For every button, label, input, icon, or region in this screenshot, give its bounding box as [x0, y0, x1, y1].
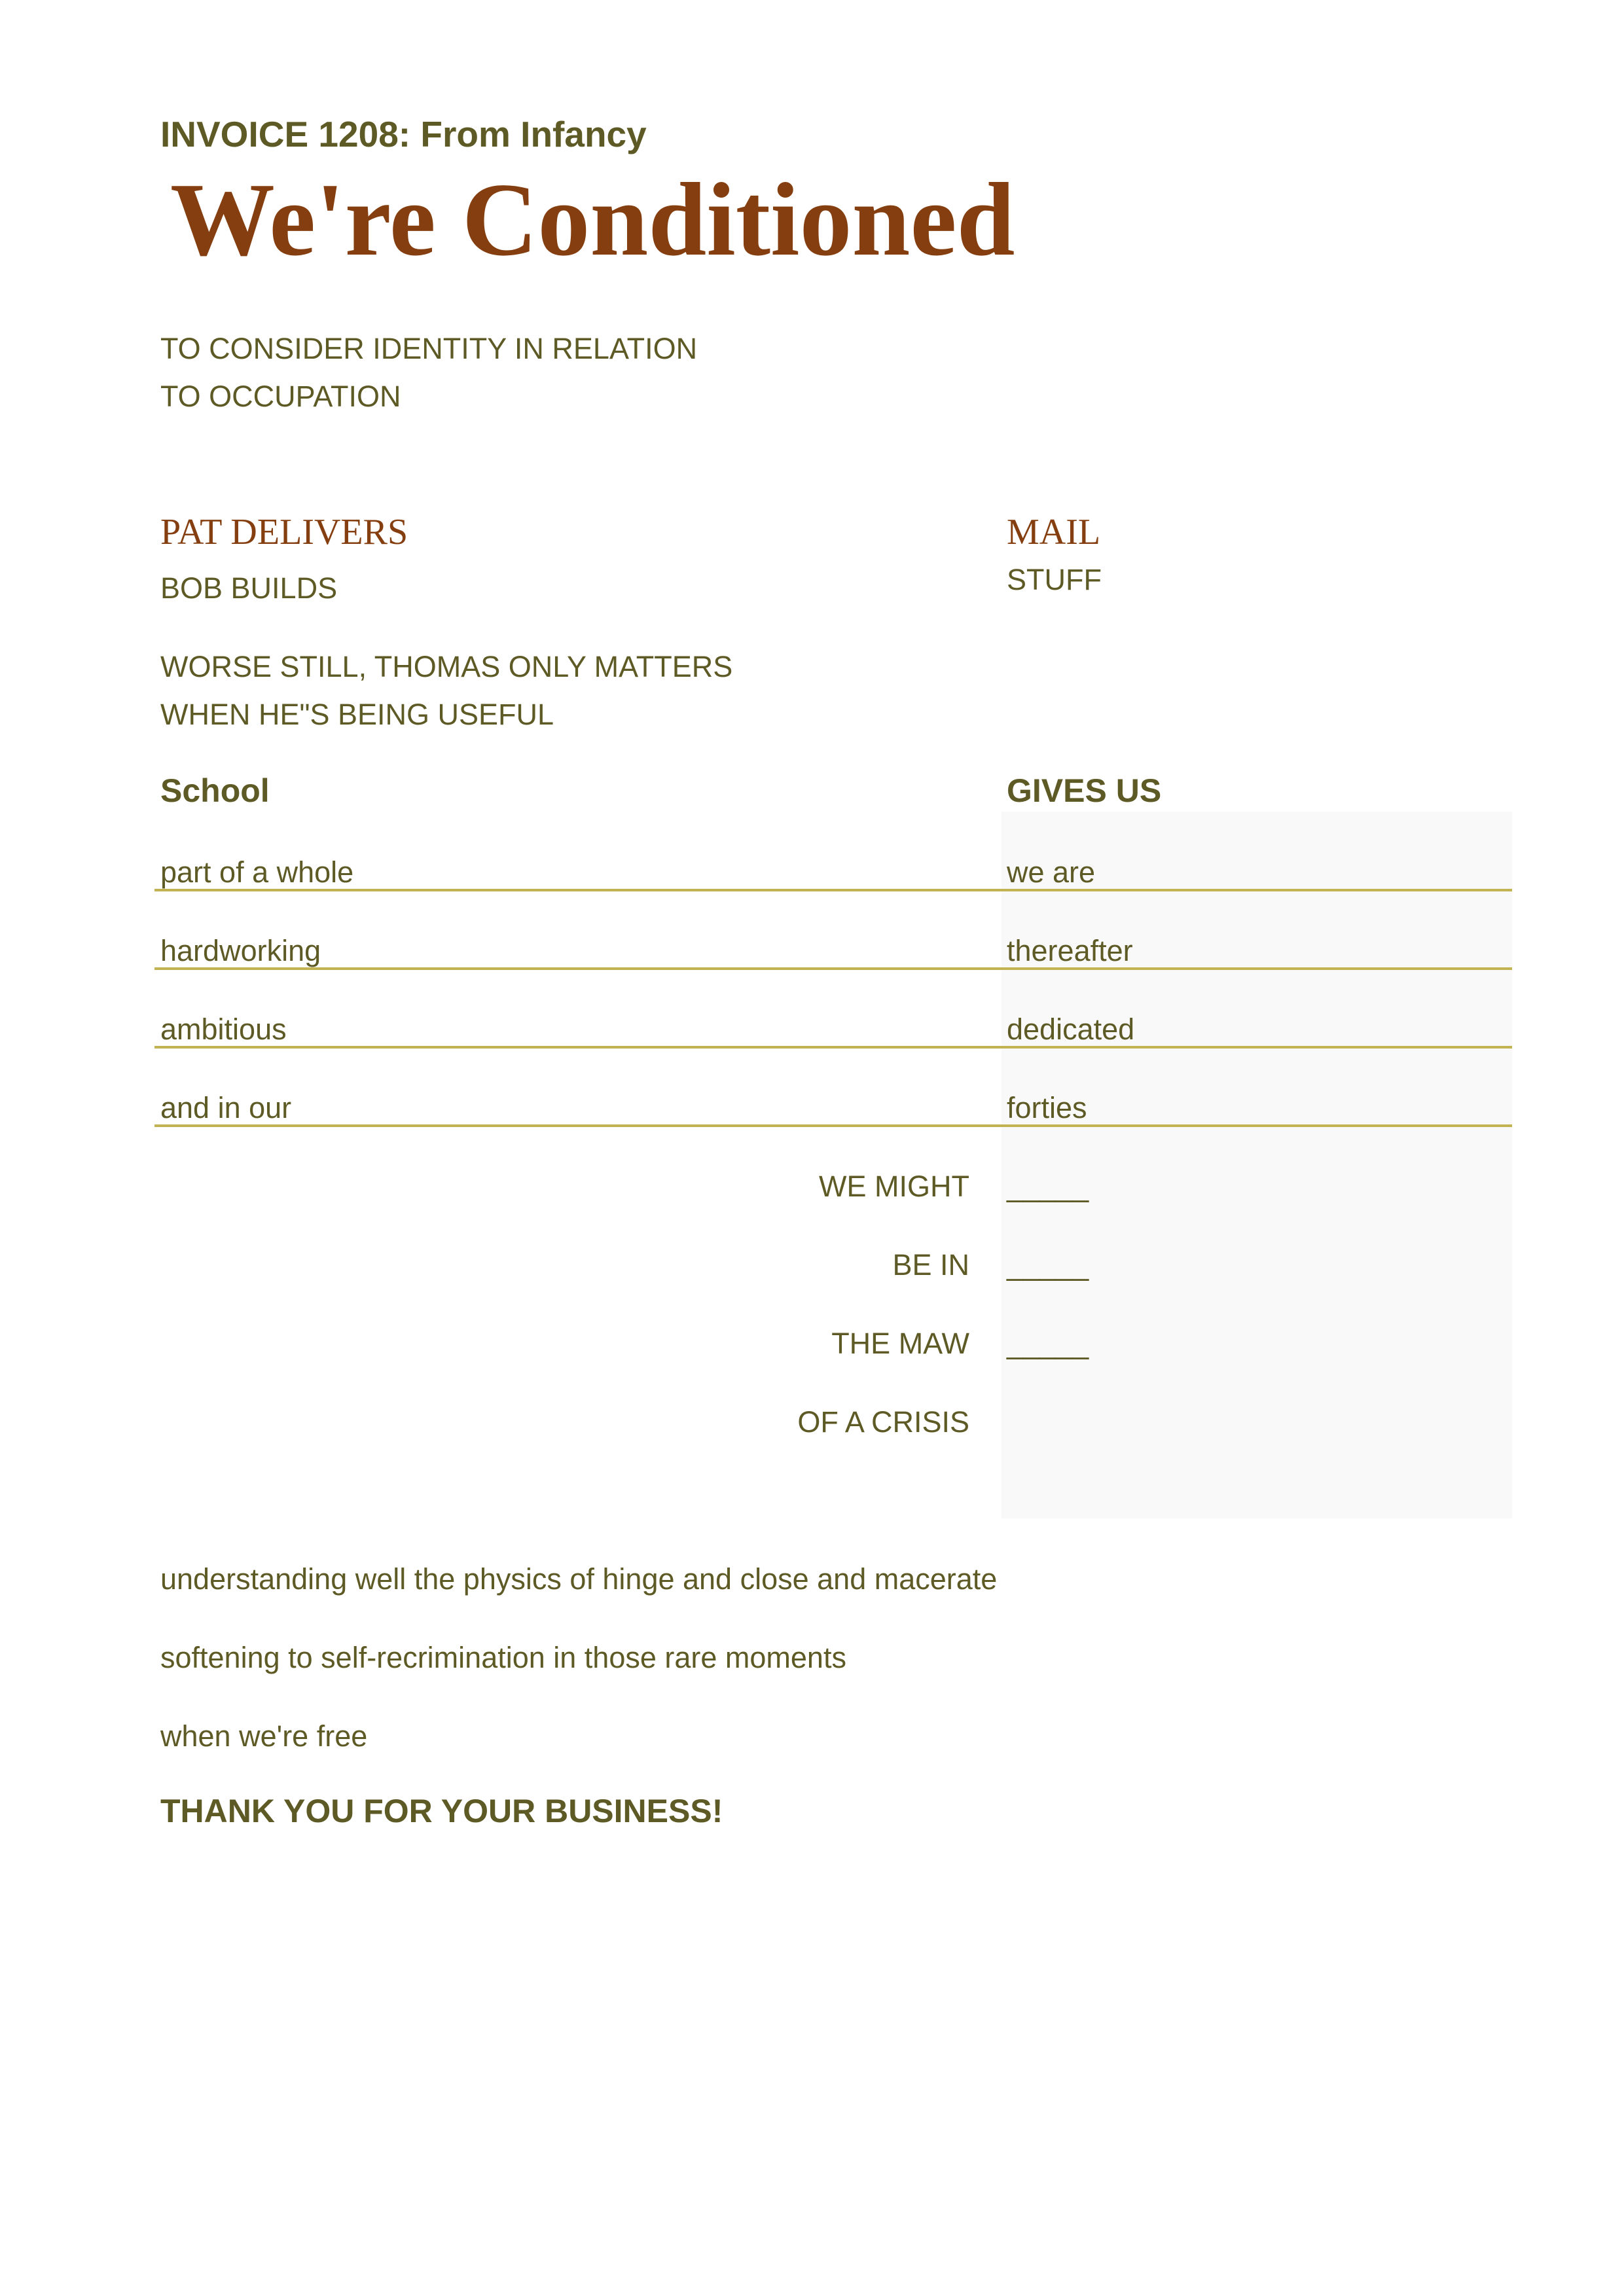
row-description: ambitious [160, 1013, 287, 1046]
page-title: We're Conditioned [170, 161, 1015, 278]
total-value: _____ [1007, 1170, 1089, 1203]
row-value: we are [1007, 855, 1096, 889]
row-divider [154, 967, 1512, 970]
total-value: _____ [1007, 1327, 1089, 1360]
total-label: OF A CRISIS [797, 1405, 969, 1439]
table-header-school: School [160, 772, 270, 809]
invoice-number: INVOICE 1208: From Infancy [160, 114, 647, 154]
right-block-text: STUFF [1007, 563, 1102, 596]
row-description: hardworking [160, 934, 321, 967]
thank-you-message: THANK YOU FOR YOUR BUSINESS! [160, 1793, 723, 1829]
right-block-heading: MAIL [1007, 512, 1101, 552]
row-value: thereafter [1007, 934, 1133, 967]
row-divider [154, 1124, 1512, 1127]
closing-line-2: softening to self-recrimination in those rare moments [160, 1641, 846, 1674]
table-header-gives-us: GIVES US [1007, 772, 1162, 809]
row-divider [154, 889, 1512, 891]
total-label: THE MAW [831, 1327, 969, 1360]
total-value: _____ [1007, 1248, 1089, 1282]
note-line-1: WORSE STILL, THOMAS ONLY MATTERS [160, 650, 733, 683]
intro-line-1: TO CONSIDER IDENTITY IN RELATION [160, 332, 698, 365]
row-divider [154, 1046, 1512, 1049]
total-label: WE MIGHT [819, 1170, 969, 1203]
row-description: part of a whole [160, 855, 354, 889]
note-line-2: WHEN HE"S BEING USEFUL [160, 698, 554, 731]
row-description: and in our [160, 1091, 292, 1124]
left-block-heading: PAT DELIVERS [160, 512, 408, 552]
closing-line-3: when we're free [160, 1719, 368, 1753]
row-value: dedicated [1007, 1013, 1135, 1046]
closing-line-1: understanding well the physics of hinge and close and macerate [160, 1562, 998, 1596]
intro-line-2: TO OCCUPATION [160, 380, 401, 413]
total-label: BE IN [892, 1248, 969, 1282]
amount-column-background [1001, 812, 1512, 1518]
left-block-text: BOB BUILDS [160, 571, 338, 605]
row-value: forties [1007, 1091, 1087, 1124]
